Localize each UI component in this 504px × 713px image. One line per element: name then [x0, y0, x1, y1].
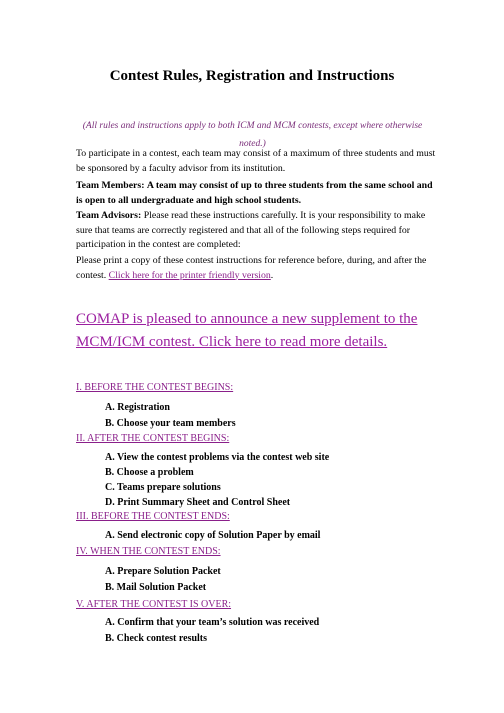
- list-item: A. View the contest problems via the contest web site: [105, 452, 330, 463]
- team-advisors-label: Team Advisors:: [76, 210, 142, 221]
- team-members-paragraph: [76, 179, 436, 208]
- list-item: B. Choose your team members: [105, 418, 236, 429]
- print-end: .: [270, 269, 274, 281]
- printer-friendly-link[interactable]: Click here for the printer friendly version: [108, 269, 271, 281]
- intro-paragraph: To participate in a contest, each team may consist of a maximum of three students and must be sponsored by a faculty advisor from its institution.: [76, 148, 436, 174]
- applicability-note: (All rules and instructions apply to both ICM and MCM contests, except where otherwise noted.): [82, 121, 423, 149]
- supplement-announcement-link[interactable]: COMAP is pleased to announce a new supplement to the MCM/ICM contest. Click here to read more details.: [76, 311, 418, 350]
- list-item: B. Choose a problem: [105, 467, 194, 478]
- section-before-contest-ends[interactable]: III. BEFORE THE CONTEST ENDS:: [76, 511, 230, 522]
- list-item: A. Registration: [105, 402, 170, 413]
- list-item: A. Confirm that your team’s solution was received: [105, 617, 320, 628]
- section-when-contest-ends[interactable]: IV. WHEN THE CONTEST ENDS:: [76, 546, 221, 557]
- list-item: B. Mail Solution Packet: [105, 582, 207, 593]
- list-item: D. Print Summary Sheet and Control Sheet: [105, 497, 291, 508]
- list-item: C. Teams prepare solutions: [105, 482, 221, 493]
- print-paragraph: [76, 254, 436, 283]
- team-members-text: A team may consist of up to three students from the same school and is open to all undergraduate and high school students.: [76, 180, 433, 206]
- list-item: A. Send electronic copy of Solution Paper by email: [105, 530, 321, 541]
- print-text: Please print a copy of these contest instructions for reference before, during, and after the contest.: [76, 255, 427, 281]
- list-item: B. Check contest results: [105, 633, 208, 644]
- team-advisors-text: Please read these instructions carefully. It is your responsibility to make sure that teams are correctly registered and that all of the following steps required for participation in the contest are completed:: [76, 210, 426, 250]
- page-title: Contest Rules, Registration and Instructions: [109, 68, 395, 84]
- team-advisors-paragraph: [76, 209, 436, 253]
- section-before-contest-begins[interactable]: I. BEFORE THE CONTEST BEGINS:: [76, 382, 234, 393]
- team-members-label: Team Members:: [76, 180, 145, 191]
- section-after-contest-begins[interactable]: II. AFTER THE CONTEST BEGINS:: [76, 433, 230, 444]
- section-after-contest-over[interactable]: V. AFTER THE CONTEST IS OVER:: [76, 599, 232, 610]
- list-item: A. Prepare Solution Packet: [105, 566, 221, 577]
